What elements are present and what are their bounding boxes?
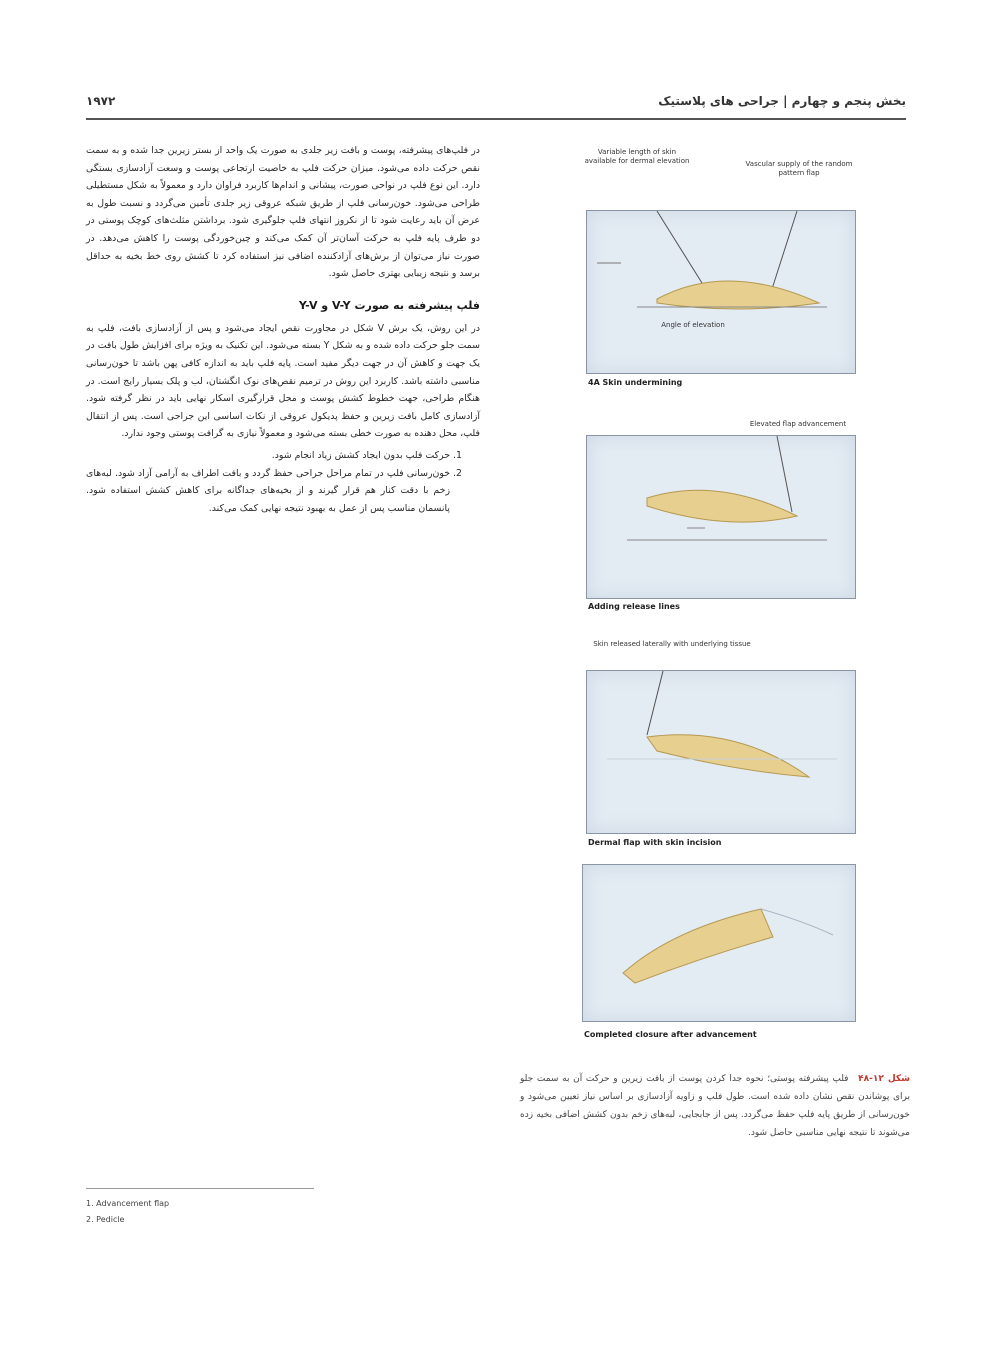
- figure-2-callout: Elevated flap advancement: [749, 420, 847, 428]
- figure-caption-label: شکل ۱۲-۴۸: [858, 1074, 910, 1084]
- footnote-1: 1. Advancement flap: [86, 1199, 170, 1208]
- footnote-2: 2. Pedicle: [86, 1215, 125, 1224]
- figure-1-callout-right: Vascular supply of the random pattern flap: [745, 160, 853, 177]
- page-header: [86, 92, 906, 118]
- figure-3-callout: Skin released laterally with underlying tissue: [593, 640, 751, 648]
- figure-panel-3: [586, 670, 856, 834]
- section-heading: فلپ پیشرفته به صورت V-Y و Y-V: [298, 298, 480, 312]
- running-title: بخش پنجم و چهارم | جراحی های پلاستیک: [658, 94, 906, 108]
- body-column: [86, 142, 480, 517]
- figure-1-angle-label: Angle of elevation: [661, 321, 725, 329]
- figure-2-illustration: [587, 436, 855, 598]
- figure-2-caption: Adding release lines: [588, 602, 680, 611]
- figure-caption-text: فلپ پیشرفته پوستی؛ نحوه جدا کردن پوست از بافت زیرین و حرکت آن به سمت جلو برای پوشاندن نقص نشان داده شده است. طول فلپ و زاویه آزادسازی بر اساس نیاز تعیین می‌شود و خون‌رسانی از طریق پایه فلپ حفظ می‌گردد. پس از جابجایی، لبه‌های زخم بدون کشش اضافی بخیه زده می‌شوند تا نتیجه نهایی مناسبی حاصل شود.: [520, 1074, 910, 1138]
- figure-panel-4: [582, 864, 856, 1022]
- list-item: 2. خون‌رسانی فلپ در تمام مراحل جراحی حفظ گردد و بافت اطراف به آرامی آزاد شود. لبه‌های زخم با دقت کنار هم قرار گیرند و از بخیه‌های جداگانه برای کاهش کشش استفاده شود. پانسمان مناسب پس از عمل به بهبود نتیجه نهایی کمک می‌کند.: [86, 465, 450, 518]
- header-rule: [86, 118, 906, 120]
- figure-3-caption: Dermal flap with skin incision: [588, 838, 722, 847]
- body-paragraph-1: در فلپ‌های پیشرفته، پوست و بافت زیر جلدی به صورت یک واحد از بستر زیرین جدا شده و به سمت نقص حرکت داده می‌شود. میزان حرکت فلپ به خاصیت ارتجاعی پوست و وسعت آزادسازی بستگی دارد. این نوع فلپ در نواحی صورت، پیشانی و اندام‌ها کاربرد فراوان دارد و معمولاً به شکل مستطیلی طراحی می‌شود. خون‌رسانی فلپ از طریق شبکه عروقی زیر جلدی تأمین می‌گردد و نسبت طول به عرض آن باید رعایت شود تا از نکروز انتهای فلپ جلوگیری شود. برداشتن مثلث‌های کوچک پوستی در دو طرف پایه فلپ به حرکت آسان‌تر آن کمک می‌کند و چین‌خوردگی پوست را کاهش می‌دهد. در صورت نیاز می‌توان از برش‌های آزادکننده اضافی نیز استفاده کرد تا کشش روی خط بخیه به حداقل برسد و نتیجه زیبایی بهتری حاصل شود.: [86, 145, 480, 280]
- figure-1-callout-left: Variable length of skin available for dermal elevation: [584, 148, 690, 165]
- footnote-rule: [86, 1188, 314, 1189]
- body-paragraph-2: در این روش، یک برش V شکل در مجاورت نقص ایجاد می‌شود و پس از آزادسازی بافت، فلپ به سمت جلو حرکت داده شده و به شکل Y بسته می‌شود. این تکنیک به ویژه برای افزایش طول بافت در یک جهت و کاهش آن در جهت دیگر مفید است. پایه فلپ باید به اندازه کافی پهن باشد تا خون‌رسانی مناسبی داشته باشد. کاربرد این روش در ترمیم نقص‌های نوک انگشتان، لب و پلک بسیار رایج است. در هنگام طراحی، جهت خطوط کشش پوست و محل قرارگیری اسکار نهایی باید در نظر گرفته شود. آزادسازی کامل بافت زیرین و حفظ پدیکول عروقی از نکات اساسی این جراحی است. پس از انتقال فلپ، محل دهنده به صورت خطی بسته می‌شود و معمولاً نیازی به گرافت پوستی وجود ندارد.: [86, 322, 480, 440]
- figure-4-illustration: [583, 865, 855, 1021]
- body-list: [86, 447, 480, 517]
- figure-panel-2: [586, 435, 856, 599]
- figure-caption: [520, 1070, 910, 1142]
- page-number: ۱۹۷۲: [86, 94, 116, 108]
- figure-1-caption: 4A Skin undermining: [588, 378, 683, 387]
- figure-1-illustration: [587, 211, 855, 373]
- figure-panel-1: [586, 210, 856, 374]
- figure-3-illustration: [587, 671, 855, 833]
- figure-4-caption: Completed closure after advancement: [584, 1030, 757, 1039]
- footnotes: [86, 1196, 169, 1228]
- list-item: 1. حرکت فلپ بدون ایجاد کشش زیاد انجام شود.: [86, 447, 450, 465]
